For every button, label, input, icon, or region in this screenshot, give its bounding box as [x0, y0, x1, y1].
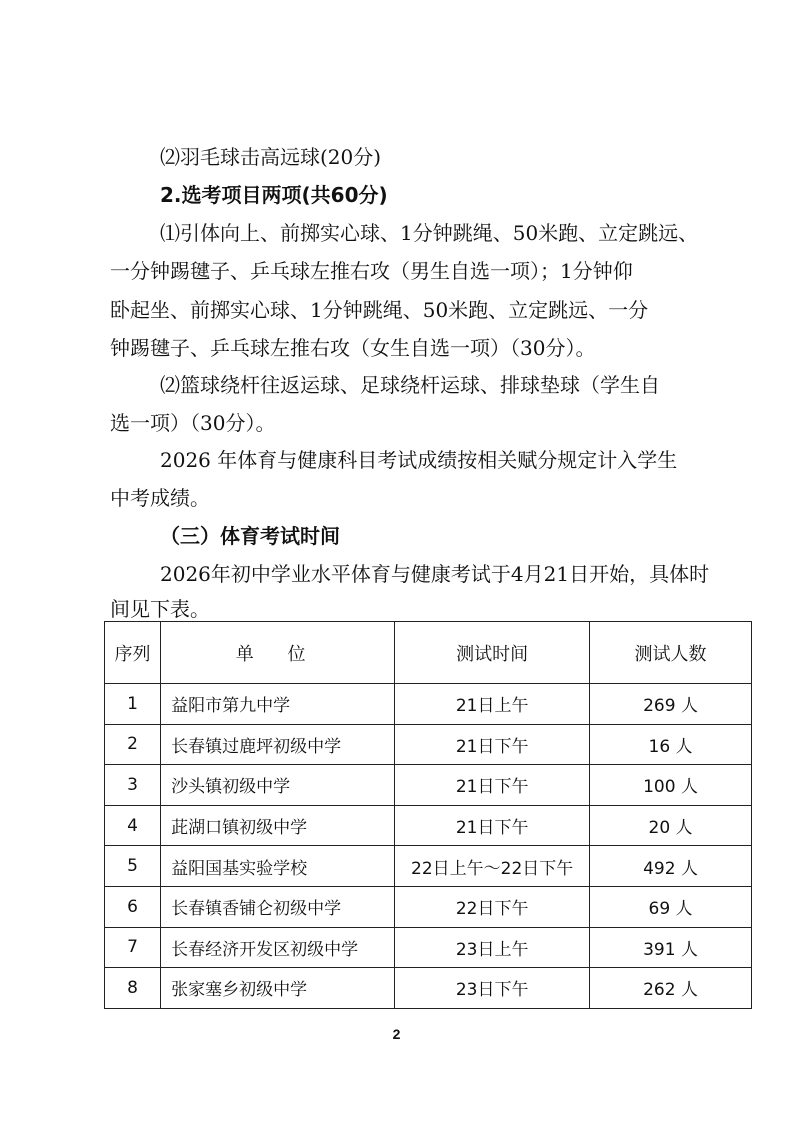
paragraph-elective-1-line-3: 卧起坐、前掷实心球、1分钟跳绳、50米跑、立定跳远、一分 — [110, 298, 649, 322]
cell-unit: 益阳国基实验学校 — [161, 846, 395, 887]
cell-unit: 张家塞乡初级中学 — [161, 968, 395, 1009]
table-row — [105, 805, 752, 846]
header-test-time: 测试时间 — [395, 622, 590, 684]
section-heading-exam-time: （三）体育考试时间 — [160, 524, 340, 548]
header-test-count: 测试人数 — [590, 622, 752, 684]
cell-time: 21日上午 — [395, 684, 590, 725]
cell-time: 22日下午 — [395, 886, 590, 927]
cell-serial: 2 — [105, 724, 161, 765]
paragraph-score-line-2: 中考成绩。 — [110, 486, 210, 510]
paragraph-exam-date-line-1: 2026年初中学业水平体育与健康考试于4月21日开始，具体时 — [160, 562, 710, 586]
cell-time: 23日下午 — [395, 968, 590, 1009]
paragraph-elective-1-line-4: 钟踢毽子、乒乓球左推右攻（女生自选一项）（30分）。 — [110, 336, 596, 360]
table-row — [105, 765, 752, 806]
cell-unit: 沙头镇初级中学 — [161, 765, 395, 806]
exam-schedule-table — [104, 621, 752, 1009]
table-row — [105, 886, 752, 927]
cell-count: 269 人 — [590, 684, 752, 725]
cell-count: 16 人 — [590, 724, 752, 765]
cell-time: 21日下午 — [395, 765, 590, 806]
cell-count: 20 人 — [590, 805, 752, 846]
cell-serial: 5 — [105, 846, 161, 887]
paragraph-exam-date-line-2: 间见下表。 — [110, 597, 210, 621]
table-row — [105, 724, 752, 765]
section-heading-elective: 2.选考项目两项(共60分) — [160, 183, 388, 207]
table-row — [105, 684, 752, 725]
cell-time: 21日下午 — [395, 724, 590, 765]
cell-count: 492 人 — [590, 846, 752, 887]
header-serial: 序列 — [105, 622, 161, 684]
cell-time: 23日上午 — [395, 927, 590, 968]
cell-serial: 3 — [105, 765, 161, 806]
item-2-badminton: ⑵羽毛球击高远球(20分) — [160, 145, 382, 169]
paragraph-elective-2-line-1: ⑵篮球绕杆往返运球、足球绕杆运球、排球垫球（学生自 — [160, 373, 660, 397]
cell-serial: 7 — [105, 927, 161, 968]
cell-serial: 1 — [105, 684, 161, 725]
cell-serial: 4 — [105, 805, 161, 846]
paragraph-elective-1-line-1: ⑴引体向上、前掷实心球、1分钟跳绳、50米跑、立定跳远、 — [160, 221, 699, 245]
cell-count: 391 人 — [590, 927, 752, 968]
cell-unit: 茈湖口镇初级中学 — [161, 805, 395, 846]
cell-serial: 6 — [105, 886, 161, 927]
paragraph-elective-2-line-2: 选一项）（30分）。 — [110, 411, 276, 435]
cell-unit: 长春经济开发区初级中学 — [161, 927, 395, 968]
cell-time: 21日下午 — [395, 805, 590, 846]
cell-time: 22日上午～22日下午 — [395, 846, 590, 887]
header-unit: 单 位 — [161, 622, 395, 684]
table-row — [105, 968, 752, 1009]
cell-count: 69 人 — [590, 886, 752, 927]
table-row — [105, 927, 752, 968]
cell-unit: 益阳市第九中学 — [161, 684, 395, 725]
paragraph-elective-1-line-2: 一分钟踢毽子、乒乓球左推右攻（男生自选一项）；1分钟仰 — [110, 259, 633, 283]
page-number: 2 — [392, 1026, 401, 1042]
cell-unit: 长春镇香铺仑初级中学 — [161, 886, 395, 927]
cell-serial: 8 — [105, 968, 161, 1009]
cell-unit: 长春镇过鹿坪初级中学 — [161, 724, 395, 765]
cell-count: 100 人 — [590, 765, 752, 806]
cell-count: 262 人 — [590, 968, 752, 1009]
paragraph-score-line-1: 2026 年体育与健康科目考试成绩按相关赋分规定计入学生 — [160, 448, 678, 472]
table-header-row — [105, 622, 752, 684]
table-row — [105, 846, 752, 887]
